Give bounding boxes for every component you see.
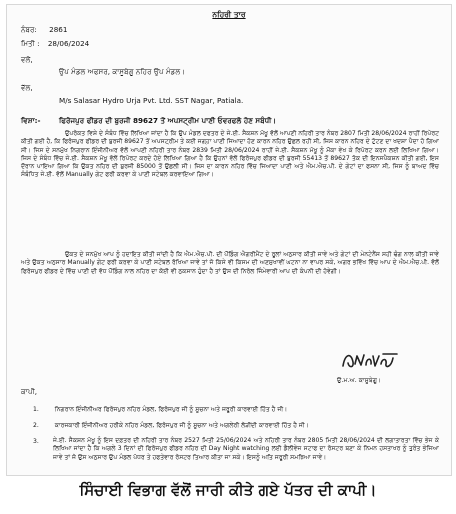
copy-item-2 <box>33 421 309 430</box>
copy-item-number: 3. <box>33 438 39 445</box>
letter-number <box>21 25 67 34</box>
copy-label: ਕਾਪੀ, <box>21 387 38 396</box>
subject-label: ਵਿਸ਼ਾ:- <box>21 116 41 125</box>
copy-item-text: ਜੇ.ਈ. ਸੈਕਸ਼ਨ ਮੱਖੂ ਨੂੰ ਇਸ ਦਫ਼ਤਰ ਦੀ ਨਹਿਰੀ ਤਾਰ ਨੰਬਰ 2527 ਮਿਤੀ 25/06/2024 ਅਤੇ ਨਹਿਰੀ ਤਾਰ ਨੰਬਰ 2805 ਮਿਤੀ 28/06/2024 ਦੀ ਲਗਾਤਾਰਤਾ ਵਿੱਚ ਭੇਜ ਕੇ ਲਿਖਿਆ ਜਾਂਦਾ ਹੈ ਕਿ ਅਗਲੇ 3 ਦਿਨਾਂ ਦੀ ਫਿਰੋਜਪੁਰ ਫੀਡਰ ਨਹਿਰ ਦੀ Day Night watching ਲਈ ਡੈਲੀਵੇਜ ਸਟਾਫ ਦਾ ਰੋਸਟਰ ਬਣਾ ਕੇ ਨਿਮਨ ਹਸਤਾਖਰ ਨੂੰ ਤੁਰੰਤ ਭੇਜਿਆ ਜਾਵੇ ਤਾਂ ਜੋ ਉਸ ਅਨੁਸਾਰ ਉਪ ਮੰਡਲ ਪੱਧਰ ਤੇ ਹਫਤੇਵਾਰ ਰੋਸਟਰ ਤਿਆਰ ਕੀਤਾ ਜਾ ਸਕੇ। ਇਸਨੂੰ ਅਤਿ ਜਰੂਰੀ ਸਮਝਿਆ ਜਾਵੇ। <box>53 437 439 461</box>
copy-item-text: ਕਾਰਜਕਾਰੀ ਇੰਜੀਨੀਅਰ ਹਰੀਕੇ ਨਹਿਰ ਮੰਡਲ, ਫਿਰੋਜਪੁਰ ਜੀ ਨੂੰ ਸੂਚਨਾ ਅਤੇ ਅਗਲੇਰੀ ਲੋੜੀਂਦੀ ਕਾਰਵਾਈ ਹਿੱਤ ਹੈ ਜੀ। <box>54 422 309 429</box>
copy-item-number: 2. <box>33 422 39 429</box>
subject-value: ਫਿਰੋਜਪੁਰ ਫੀਡਰ ਦੀ ਬੁਰਜੀ 89627 ਤੋਂ ਅਪਸਟ੍ਰੀਮ ਪਾਣੀ ਓਵਰਫਲੋ ਹੋਣ ਸਬੰਧੀ। <box>59 116 277 125</box>
date-value: 28/06/2024 <box>47 39 90 48</box>
from-value: ਉਪ ਮੰਡਲ ਅਫਸਰ, ਕਾਸੂਬੇਗੂ ਨਹਿਰ ਉਪ ਮੰਡਲ। <box>59 67 186 76</box>
body-paragraph-2: ਉਕਤ ਦੇ ਸਨਮੁੱਖ ਆਪ ਨੂੰ ਹਦਾਇਤ ਕੀਤੀ ਜਾਂਦੀ ਹੈ ਕਿ ਐਮ.ਐਚ.ਪੀ. ਦੀ ਪੌਂਡਿੰਗ ਐਗਰੀਮੈਂਟ ਦੇ ਰੂਲਾਂ ਅਨੁਸਾਰ ਕੀਤੀ ਜਾਵੇ ਅਤੇ ਗੇਟਾਂ ਦੀ ਮੇਨਟੇਨੈਂਸ ਸਹੀ ਢੰਗ ਨਾਲ ਕੀਤੀ ਜਾਵੇ ਅਤੇ ਉਕਤ ਅਨੁਸਾਰ Manually ਗੇਟ ਫਰੀ ਕਰਵਾ ਕੇ ਪਾਣੀ ਸਟੇਬਲ ਰੱਖਿਆ ਜਾਵੇ ਤਾਂ ਜੋ ਕਿਸੇ ਵੀ ਕਿਸਮ ਦੀ ਅਣਸੁਖਾਵੀਂ ਘਟਨਾ ਨਾ ਵਾਪਰ ਸਕੇ, ਅਗਰ ਭਵਿੱਖ ਵਿੱਚ ਆਪ ਦੇ ਐਮ.ਐਚ.ਪੀ. ਵੱਲੋਂ ਫਿਰੋਜਪੁਰ ਫੀਡਰ ਦੇ ਵਿੱਚ ਪਾਣੀ ਦੀ ਵੱਧ ਪੌਂਡਿੰਗ ਨਾਲ ਨਹਿਰ ਦਾ ਕੋਈ ਵੀ ਨੁਕਸਾਨ ਹੁੰਦਾ ਹੈ ਤਾਂ ਉਸ ਦੀ ਨਿਰੋਲ ਜਿੰਮੇਵਾਰੀ ਆਪ ਦੀ ਕੰਪਨੀ ਦੀ ਹੋਵੇਗੀ। <box>21 251 439 275</box>
copy-item-number: 1. <box>33 406 39 413</box>
signatory-designation: ਉ.ਮ.ਅ. ਕਾਸੂਬੇਗੂ। <box>337 377 382 384</box>
letter-document <box>6 4 452 476</box>
image-caption: ਸਿੰਚਾਈ ਵਿਭਾਗ ਵੱਲੋਂ ਜਾਰੀ ਕੀਤੇ ਗਏ ਪੱਤਰ ਦੀ ਕਾਪੀ। <box>79 481 377 499</box>
copy-item-text: ਨਿਗਰਾਨ ਇੰਜੀਨੀਅਰ ਫਿਰੋਜਪੁਰ ਨਹਿਰ ਮੰਡਲ, ਫਿਰੋਜਪੁਰ ਜੀ ਨੂੰ ਸੂਚਨਾ ਅਤੇ ਜਰੂਰੀ ਕਾਰਵਾਈ ਹਿੱਤ ਹੈ ਜੀ। <box>54 406 288 413</box>
date-label: ਮਿਤੀ : <box>21 39 40 48</box>
to-label: ਵੱਲ, <box>21 83 33 92</box>
from-label: ਵਲੋਂ, <box>21 55 33 64</box>
copy-item-1 <box>33 405 287 414</box>
body-paragraph-1: ਉਪਰੋਕਤ ਵਿਸ਼ੇ ਦੇ ਸੰਬੰਧ ਵਿੱਚ ਲਿਖਿਆ ਜਾਂਦਾ ਹੈ ਕਿ ਉਪ ਮੰਡਲ ਦਫਤਰ ਦੇ ਜੇ.ਈ. ਸੈਕਸ਼ਨ ਮੱਖੂ ਵੱਲੋਂ ਆਪਣੀ ਨਹਿਰੀ ਤਾਰ ਨੰਬਰ 2807 ਮਿਤੀ 28/06/2024 ਰਾਹੀਂ ਰਿਪੋਰਟ ਕੀਤੀ ਗਈ ਹੈ, ਕਿ ਫਿਰੋਜਪੁਰ ਫੀਡਰ ਦੀ ਬੁਰਜੀ 89627 ਤੋਂ ਅਪਸਟ੍ਰੀਮ ਤੇ ਕਈ ਜਗ੍ਹਾ ਪਾਣੀ ਜਿਆਦਾ ਹੋਣ ਕਾਰਨ ਨਹਿਰ ਉਛਲ ਰਹੀ ਸੀ, ਜਿਸ ਕਾਰਨ ਨਹਿਰ ਦੇ ਟੁੱਟਣ ਦਾ ਖਦਸ਼ਾ ਪੈਦਾ ਹੋ ਗਿਆ ਸੀ। ਜਿਸ ਦੇ ਸਨਮੁੱਖ ਨਿਗਰਾਨ ਇੰਜੀਨੀਅਰ ਵੱਲੋਂ ਆਪਣੀ ਨਹਿਰੀ ਤਾਰ ਨੰਬਰ 2839 ਮਿਤੀ 28/06/2024 ਰਾਹੀਂ ਜੇ.ਈ. ਸੈਕਸ਼ਨ ਮੱਖੂ ਨੂੰ ਮੌਕਾ ਵੇਖ ਕੇ ਰਿਪੋਰਟ ਕਰਨ ਲਈ ਲਿਖਿਆ ਗਿਆ। ਜਿਸ ਦੇ ਸੰਬੰਧ ਵਿੱਚ ਜੇ.ਈ. ਸੈਕਸ਼ਨ ਮੱਖੂ ਵੱਲੋਂ ਰਿਪੋਰਟ ਕਰਦੇ ਹੋਏ ਲਿਖਿਆ ਗਿਆ ਹੈ ਕਿ ਉਹਨਾਂ ਵੱਲੋਂ ਫਿਰੋਜਪੁਰ ਫੀਡਰ ਦੀ ਬੁਰਜੀ 55413 ਤੋਂ 89627 ਤੱਕ ਦੀ ਇਨਸਪੈਕਸ਼ਨ ਕੀਤੀ ਗਈ, ਇਸ ਦੌਰਾਨ ਪਾਇਆ ਗਿਆ ਕਿ ਉਕਤ ਨਹਿਰ ਦੀ ਬੁਰਜੀ 85000 ਤੋਂ ਉਛਲੀ ਸੀ। ਜਿਸ ਦਾ ਕਾਰਨ ਨਹਿਰ ਵਿੱਚ ਜਿਆਦਾ ਪਾਣੀ ਅਤੇ ਐਮ.ਐਚ.ਪੀ. ਦੇ ਗੇਟਾਂ ਦਾ ਫਸਨਾ ਸੀ, ਜਿਸ ਨੂੰ ਬਾਅਦ ਵਿੱਚ ਸੰਬੰਧਿਤ ਜੇ.ਈ. ਵੱਲੋਂ Manually ਗੇਟ ਫਰੀ ਕਰਵਾ ਕੇ ਪਾਣੀ ਸਟੇਬਲ ਕਰਵਾਇਆ ਗਿਆ। <box>21 130 439 179</box>
number-value: 2861 <box>49 25 68 34</box>
letter-title: ਨਹਿਰੀ ਤਾਰ <box>212 10 246 19</box>
signature-image <box>339 346 403 374</box>
letter-date <box>21 39 89 48</box>
number-label: ਨੰਬਰ: <box>21 25 37 34</box>
to-value: M/s Salasar Hydro Urja Pvt. Ltd. SST Nagar, Patiala. <box>59 96 244 105</box>
